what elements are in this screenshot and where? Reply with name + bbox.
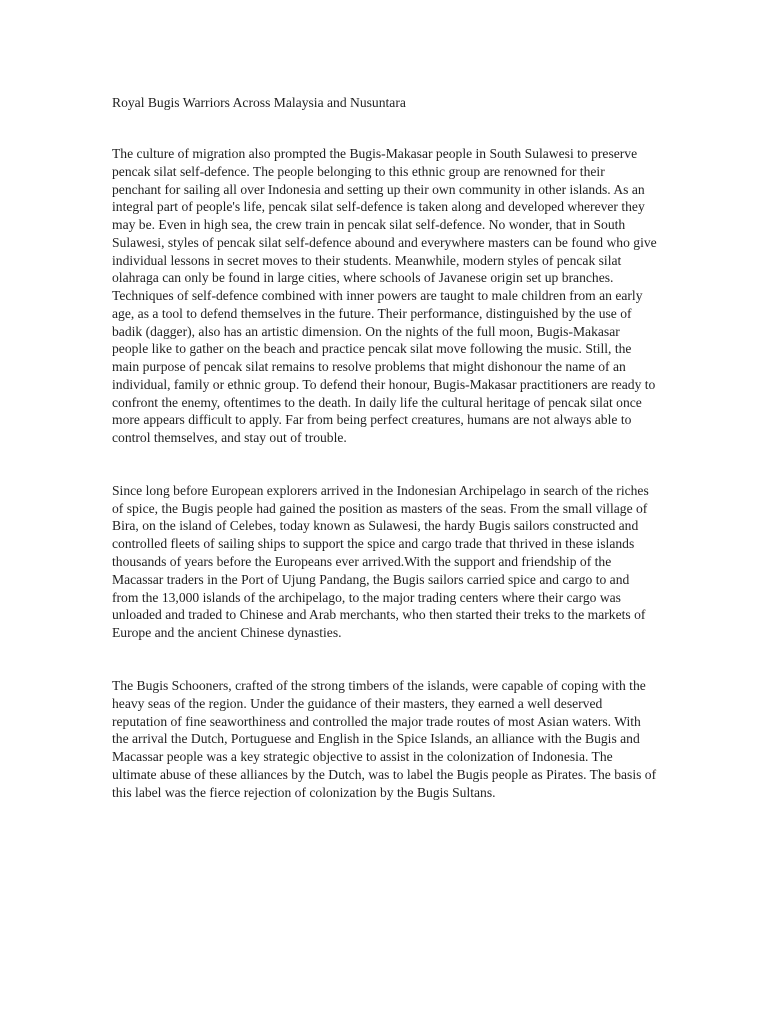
paragraph-pencak-silat: The culture of migration also prompted the Bugis-Makasar people in South Sulawesi to preserve pencak silat self-defence. The people belonging to this ethnic group are renowned for their penchant for sailing all over Indonesia and setting up their own community in other islands. As an integral part of people's life, pencak silat self-defence is taken along and developed wherever they may be. Even in high sea, the crew train in pencak silat self-defence. No wonder, that in South Sulawesi, styles of pencak silat self-defence abound and everywhere masters can be found who give individual lessons in secret moves to their students. Meanwhile, modern styles of pencak silat olahraga can only be found in large cities, where schools of Javanese origin set up branches. Techniques of self-defence combined with inner powers are taught to male children from an early age, as a tool to defend themselves in the future. Their performance, distinguished by the use of badik (dagger), also has an artistic dimension. On the nights of the full moon, Bugis-Makasar people like to gather on the beach and practice pencak silat move following the music. Still, the main purpose of pencak silat remains to resolve problems that might dishonour the name of an individual, family or ethnic group. To defend their honour, Bugis-Makasar practitioners are ready to confront the enemy, oftentimes to the death. In daily life the cultural heritage of pencak silat once more appears difficult to apply. Far from being perfect creatures, humans are not always able to control themselves, and stay out of trouble. (112, 146, 657, 445)
paragraph-bugis-schooners: The Bugis Schooners, crafted of the strong timbers of the islands, were capable of coping with the heavy seas of the region. Under the guidance of their masters, they earned a well deserved reputation of fine seaworthiness and controlled the major trade routes of most Asian waters. With the arrival the Dutch, Portuguese and English in the Spice Islands, an alliance with the Bugis and Macassar people was a key strategic objective to assist in the colonization of Indonesia. The ultimate abuse of these alliances by the Dutch, was to label the Bugis people as Pirates. The basis of this label was the fierce rejection of colonization by the Bugis Sultans. (112, 677, 657, 800)
paragraph-bugis-sailors: Since long before European explorers arrived in the Indonesian Archipelago in search of the riches of spice, the Bugis people had gained the position as masters of the seas. From the small village of Bira, on the island of Celebes, today known as Sulawesi, the hardy Bugis sailors constructed and controlled fleets of sailing ships to support the spice and cargo trade that thrived in these islands thousands of years before the Europeans ever arrived.With the support and friendship of the Macassar traders in the Port of Ujung Pandang, the Bugis sailors carried spice and cargo to and from the 13,000 islands of the archipelago, to the major trading centers where their cargo was unloaded and traded to Chinese and Arab merchants, who then started their treks to the markets of Europe and the ancient Chinese dynasties. (112, 482, 649, 641)
document-title: Royal Bugis Warriors Across Malaysia and Nusuntara (112, 95, 406, 110)
document-page (112, 94, 657, 837)
